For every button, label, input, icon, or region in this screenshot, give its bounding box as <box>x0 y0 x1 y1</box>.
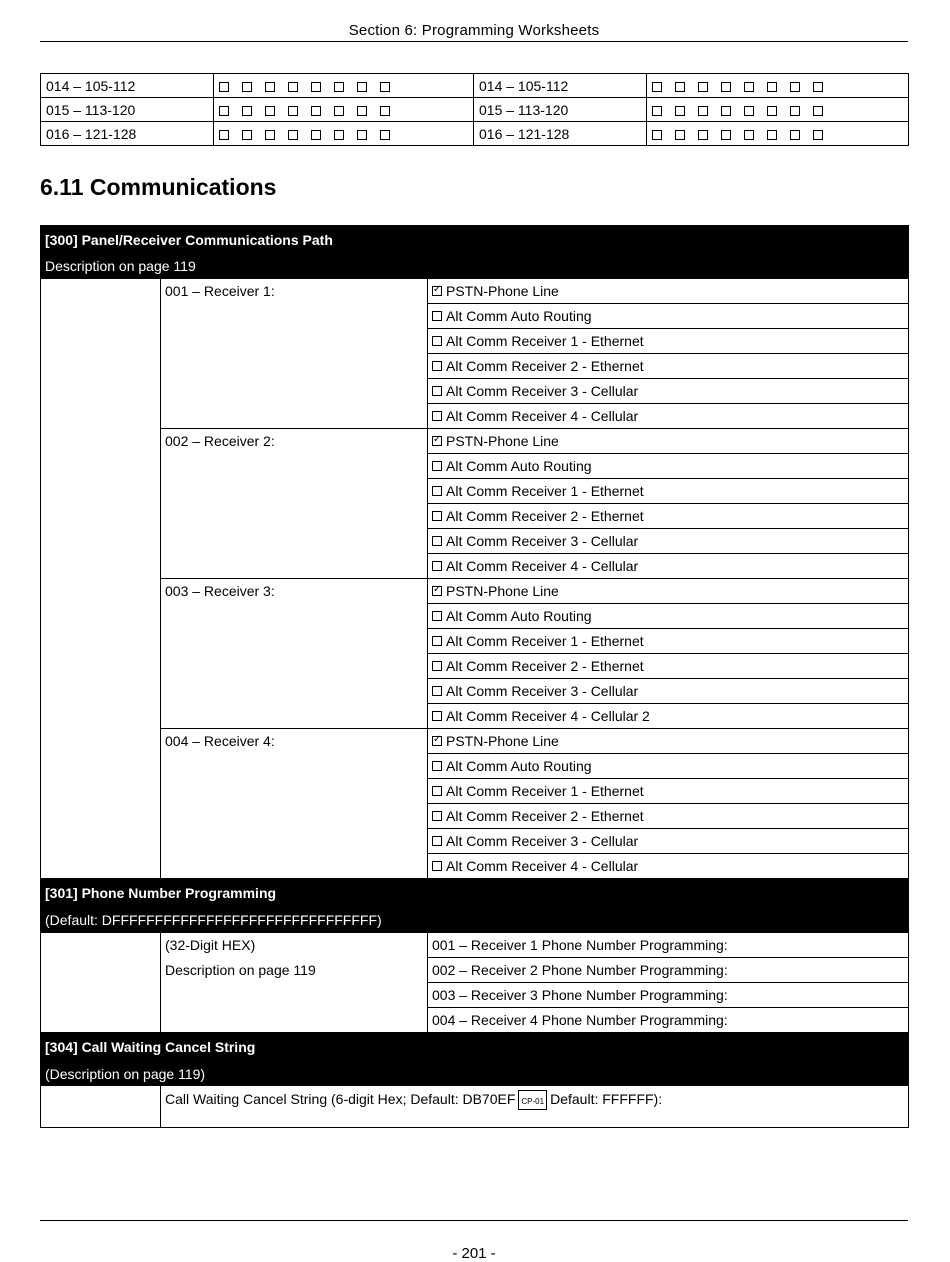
option-label: Alt Comm Receiver 1 - Ethernet <box>446 483 644 499</box>
bit-checkbox[interactable] <box>813 130 823 140</box>
checkbox-icon[interactable] <box>432 561 442 571</box>
blank-column <box>41 933 161 1033</box>
checkbox-icon[interactable] <box>432 861 442 871</box>
checkbox-icon[interactable] <box>432 411 442 421</box>
receiver-option[interactable] <box>428 329 909 354</box>
bit-row-right-label: 015 – 113-120 <box>474 98 647 122</box>
bit-row <box>41 122 909 146</box>
bit-checkbox[interactable] <box>698 130 708 140</box>
bit-checkbox[interactable] <box>721 82 731 92</box>
bit-row-right-boxes <box>647 98 909 122</box>
bit-checkbox[interactable] <box>357 106 367 116</box>
header-rule <box>40 41 908 42</box>
bit-checkbox[interactable] <box>744 130 754 140</box>
phone-format: (32-Digit HEX) <box>165 937 256 953</box>
bit-checkbox[interactable] <box>744 82 754 92</box>
receiver-option[interactable] <box>428 754 909 779</box>
bit-checkbox[interactable] <box>334 82 344 92</box>
bit-checkbox[interactable] <box>652 130 662 140</box>
checkbox-icon[interactable] <box>432 661 442 671</box>
checkbox-icon[interactable] <box>432 811 442 821</box>
bit-checkbox[interactable] <box>698 82 708 92</box>
bit-checkbox[interactable] <box>380 106 390 116</box>
receiver-option[interactable] <box>428 479 909 504</box>
bit-checkbox[interactable] <box>265 106 275 116</box>
bit-checkbox[interactable] <box>265 130 275 140</box>
bit-checkbox[interactable] <box>675 130 685 140</box>
bit-checkbox[interactable] <box>288 106 298 116</box>
receiver-option[interactable] <box>428 629 909 654</box>
bit-checkbox[interactable] <box>219 82 229 92</box>
bit-row-left-label: 015 – 113-120 <box>41 98 214 122</box>
option-label: Alt Comm Receiver 4 - Cellular <box>446 408 639 424</box>
phone-number-field[interactable]: 004 – Receiver 4 Phone Number Programming: <box>428 1008 909 1033</box>
receiver-option[interactable] <box>428 379 909 404</box>
option-label: Alt Comm Auto Routing <box>446 458 592 474</box>
receiver-option[interactable] <box>428 529 909 554</box>
receiver-option[interactable] <box>428 504 909 529</box>
checkbox-icon[interactable] <box>432 536 442 546</box>
receiver-option[interactable] <box>428 704 909 729</box>
option-row <box>41 429 909 454</box>
bit-row-left-boxes <box>214 74 474 98</box>
bit-checkbox[interactable] <box>744 106 754 116</box>
checked-checkbox-icon[interactable] <box>432 286 442 296</box>
receiver-option[interactable] <box>428 829 909 854</box>
blank-column <box>41 1086 161 1128</box>
bit-checkbox[interactable] <box>767 82 777 92</box>
phone-number-row <box>41 933 909 958</box>
bit-checkbox[interactable] <box>311 82 321 92</box>
bit-checkbox[interactable] <box>242 130 252 140</box>
section-301-header <box>41 879 909 908</box>
section-304-title: [304] Call Waiting Cancel String <box>41 1033 909 1062</box>
receiver-option[interactable] <box>428 854 909 879</box>
checkbox-icon[interactable] <box>432 486 442 496</box>
bit-checkbox[interactable] <box>652 106 662 116</box>
section-301-subtitle: (Default: DFFFFFFFFFFFFFFFFFFFFFFFFFFFFFFF) <box>41 908 909 933</box>
receiver-option[interactable] <box>428 729 909 754</box>
option-label: Alt Comm Receiver 2 - Ethernet <box>446 508 644 524</box>
bit-checkbox[interactable] <box>288 130 298 140</box>
checkbox-icon[interactable] <box>432 336 442 346</box>
section-301-title: [301] Phone Number Programming <box>41 879 909 908</box>
option-label: PSTN-Phone Line <box>446 283 559 299</box>
bit-checkbox[interactable] <box>813 106 823 116</box>
option-row <box>41 279 909 304</box>
call-waiting-default: Default: FFFFFF): <box>550 1091 663 1107</box>
receiver-option[interactable] <box>428 554 909 579</box>
receiver-label: 001 – Receiver 1: <box>161 279 428 429</box>
option-label: PSTN-Phone Line <box>446 433 559 449</box>
receiver-option[interactable] <box>428 579 909 604</box>
receiver-option[interactable] <box>428 404 909 429</box>
receiver-option[interactable] <box>428 454 909 479</box>
option-row <box>41 729 909 754</box>
phone-number-field[interactable]: 002 – Receiver 2 Phone Number Programming: <box>428 958 909 983</box>
section-300-subtitle: Description on page 119 <box>41 254 909 279</box>
section-304-header <box>41 1033 909 1062</box>
option-label: Alt Comm Receiver 3 - Cellular <box>446 833 639 849</box>
bit-row-left-label: 016 – 121-128 <box>41 122 214 146</box>
bit-row-right-label: 014 – 105-112 <box>474 74 647 98</box>
call-waiting-row <box>41 1086 909 1128</box>
section-300-header <box>41 226 909 254</box>
bit-checkbox[interactable] <box>357 130 367 140</box>
receiver-option[interactable] <box>428 429 909 454</box>
bit-row-right-boxes <box>647 74 909 98</box>
checkbox-icon[interactable] <box>432 361 442 371</box>
bit-checkbox[interactable] <box>380 82 390 92</box>
option-label: Alt Comm Receiver 1 - Ethernet <box>446 333 644 349</box>
checkbox-icon[interactable] <box>432 636 442 646</box>
bit-checkbox[interactable] <box>357 82 367 92</box>
receiver-option[interactable] <box>428 654 909 679</box>
bit-checkbox[interactable] <box>790 130 800 140</box>
option-label: Alt Comm Receiver 1 - Ethernet <box>446 633 644 649</box>
phone-number-field[interactable]: 001 – Receiver 1 Phone Number Programming: <box>428 933 909 958</box>
section-304-subtitle: (Description on page 119) <box>41 1062 909 1086</box>
option-label: Alt Comm Receiver 1 - Ethernet <box>446 783 644 799</box>
receiver-option[interactable] <box>428 604 909 629</box>
option-label: Alt Comm Auto Routing <box>446 308 592 324</box>
bit-row-left-label: 014 – 105-112 <box>41 74 214 98</box>
checkbox-icon[interactable] <box>432 386 442 396</box>
option-label: Alt Comm Receiver 3 - Cellular <box>446 383 639 399</box>
bit-checkbox[interactable] <box>721 106 731 116</box>
section-300-title: [300] Panel/Receiver Communications Path <box>41 226 909 254</box>
receiver-option[interactable] <box>428 354 909 379</box>
bit-checkbox[interactable] <box>334 130 344 140</box>
option-label: Alt Comm Receiver 2 - Ethernet <box>446 658 644 674</box>
option-label: Alt Comm Receiver 3 - Cellular <box>446 683 639 699</box>
bit-checkbox[interactable] <box>334 106 344 116</box>
option-label: PSTN-Phone Line <box>446 733 559 749</box>
bit-checkbox[interactable] <box>380 130 390 140</box>
checkbox-icon[interactable] <box>432 511 442 521</box>
bit-row-right-boxes <box>647 122 909 146</box>
bit-checkbox[interactable] <box>311 130 321 140</box>
page-number: - 201 - <box>452 1245 496 1262</box>
option-label: Alt Comm Receiver 4 - Cellular <box>446 858 639 874</box>
checkbox-icon[interactable] <box>432 711 442 721</box>
cp-01-badge: CP-01 <box>518 1090 547 1110</box>
bit-checkbox[interactable] <box>790 82 800 92</box>
bit-table <box>40 73 909 146</box>
section-heading: 6.11 Communications <box>40 174 277 200</box>
checkbox-icon[interactable] <box>432 611 442 621</box>
option-label: Alt Comm Auto Routing <box>446 608 592 624</box>
option-label: Alt Comm Receiver 4 - Cellular 2 <box>446 708 650 724</box>
bit-checkbox[interactable] <box>288 82 298 92</box>
checked-checkbox-icon[interactable] <box>432 436 442 446</box>
bit-checkbox[interactable] <box>698 106 708 116</box>
receiver-option[interactable] <box>428 779 909 804</box>
bit-row <box>41 98 909 122</box>
option-row <box>41 579 909 604</box>
bit-checkbox[interactable] <box>311 106 321 116</box>
bit-checkbox[interactable] <box>813 82 823 92</box>
option-label: Alt Comm Receiver 3 - Cellular <box>446 533 639 549</box>
receiver-option[interactable] <box>428 804 909 829</box>
checked-checkbox-icon[interactable] <box>432 586 442 596</box>
bit-checkbox[interactable] <box>790 106 800 116</box>
blank-column <box>41 279 161 879</box>
communications-table <box>40 225 909 1128</box>
phone-number-field[interactable]: 003 – Receiver 3 Phone Number Programming: <box>428 983 909 1008</box>
bit-row-left-boxes <box>214 98 474 122</box>
bit-checkbox[interactable] <box>219 106 229 116</box>
bit-checkbox[interactable] <box>242 82 252 92</box>
checkbox-icon[interactable] <box>432 311 442 321</box>
bit-row-right-label: 016 – 121-128 <box>474 122 647 146</box>
checkbox-icon[interactable] <box>432 786 442 796</box>
checkbox-icon[interactable] <box>432 461 442 471</box>
checkbox-icon[interactable] <box>432 686 442 696</box>
option-label: Alt Comm Receiver 2 - Ethernet <box>446 808 644 824</box>
bit-checkbox[interactable] <box>242 106 252 116</box>
bit-checkbox[interactable] <box>652 82 662 92</box>
receiver-option[interactable] <box>428 679 909 704</box>
checkbox-icon[interactable] <box>432 761 442 771</box>
call-waiting-text: Call Waiting Cancel String (6-digit Hex; Default: DB70EF <box>165 1091 516 1107</box>
phone-description: Description on page 119 <box>165 962 316 978</box>
option-label: Alt Comm Receiver 2 - Ethernet <box>446 358 644 374</box>
option-label: PSTN-Phone Line <box>446 583 559 599</box>
footer-rule <box>40 1220 908 1221</box>
checkbox-icon[interactable] <box>432 836 442 846</box>
receiver-label: 003 – Receiver 3: <box>161 579 428 729</box>
bit-checkbox[interactable] <box>675 106 685 116</box>
receiver-label: 002 – Receiver 2: <box>161 429 428 579</box>
page-header-title: Section 6: Programming Worksheets <box>348 22 600 39</box>
option-label: Alt Comm Auto Routing <box>446 758 592 774</box>
bit-row-left-boxes <box>214 122 474 146</box>
bit-checkbox[interactable] <box>219 130 229 140</box>
bit-row <box>41 74 909 98</box>
bit-checkbox[interactable] <box>767 106 777 116</box>
bit-checkbox[interactable] <box>767 130 777 140</box>
checked-checkbox-icon[interactable] <box>432 736 442 746</box>
bit-checkbox[interactable] <box>675 82 685 92</box>
bit-checkbox[interactable] <box>721 130 731 140</box>
bit-checkbox[interactable] <box>265 82 275 92</box>
phone-format-cell <box>161 933 428 1033</box>
call-waiting-field[interactable] <box>161 1086 909 1128</box>
receiver-label: 004 – Receiver 4: <box>161 729 428 879</box>
receiver-option[interactable] <box>428 304 909 329</box>
option-label: Alt Comm Receiver 4 - Cellular <box>446 558 639 574</box>
receiver-option[interactable] <box>428 279 909 304</box>
